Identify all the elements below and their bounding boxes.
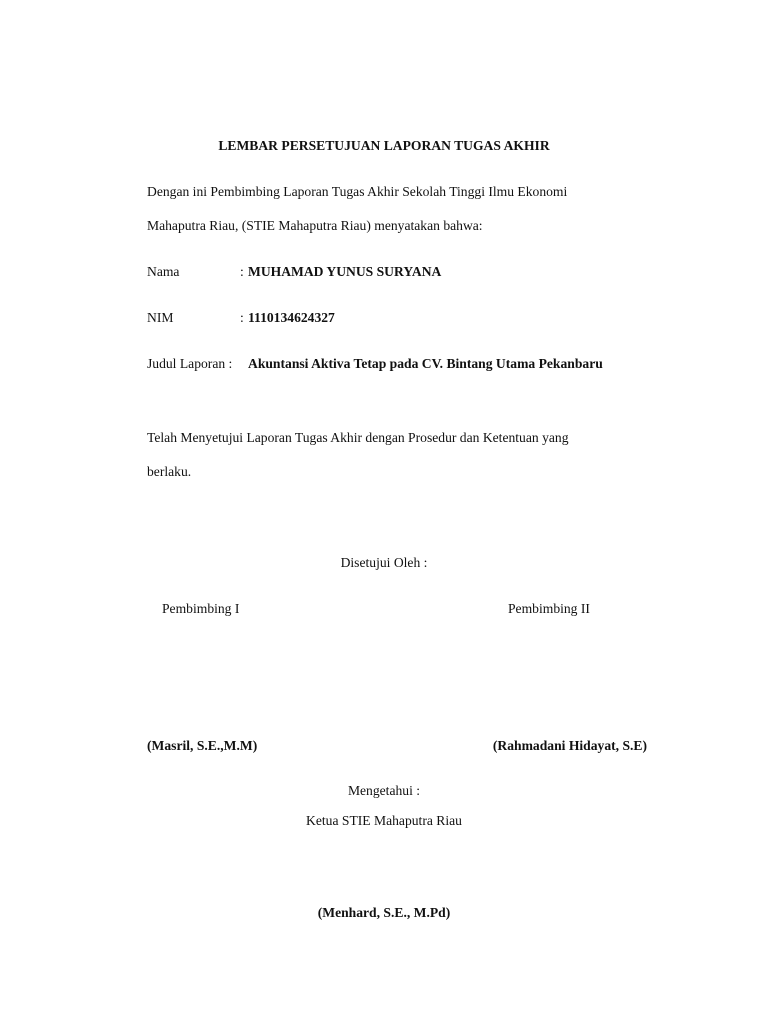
field-nim-value: 1110134624327 — [248, 310, 335, 325]
field-nama-separator: : — [240, 264, 244, 279]
field-judul-value: Akuntansi Aktiva Tetap pada CV. Bintang Utama Pekanbaru — [248, 356, 603, 371]
field-nama-value: MUHAMAD YUNUS SURYANA — [248, 264, 442, 279]
document-title: LEMBAR PERSETUJUAN LAPORAN TUGAS AKHIR — [218, 138, 550, 153]
intro-line-1: Dengan ini Pembimbing Laporan Tugas Akhir Sekolah Tinggi Ilmu Ekonomi — [147, 184, 568, 199]
intro-line-2: Mahaputra Riau, (STIE Mahaputra Riau) menyatakan bahwa: — [147, 218, 483, 233]
advisor-1-role: Pembimbing I — [162, 601, 240, 616]
advisor-2-role: Pembimbing II — [508, 601, 590, 616]
field-nim-separator: : — [240, 310, 244, 325]
acknowledged-label: Mengetahui : — [347, 783, 421, 798]
approval-line-1: Telah Menyetujui Laporan Tugas Akhir dengan Prosedur dan Ketentuan yang — [147, 430, 569, 445]
field-judul-label: Judul Laporan : — [147, 356, 233, 371]
advisor-1-name: (Masril, S.E.,M.M) — [147, 738, 258, 753]
advisor-2-name: (Rahmadani Hidayat, S.E) — [492, 738, 647, 753]
acknowledged-position: Ketua STIE Mahaputra Riau — [306, 813, 462, 828]
approval-line-2: berlaku. — [147, 464, 192, 479]
field-nim-label: NIM — [147, 310, 174, 325]
field-nama-label: Nama — [147, 264, 180, 279]
acknowledged-name: (Menhard, S.E., M.Pd) — [317, 905, 451, 920]
approved-by-label: Disetujui Oleh : — [340, 555, 428, 570]
